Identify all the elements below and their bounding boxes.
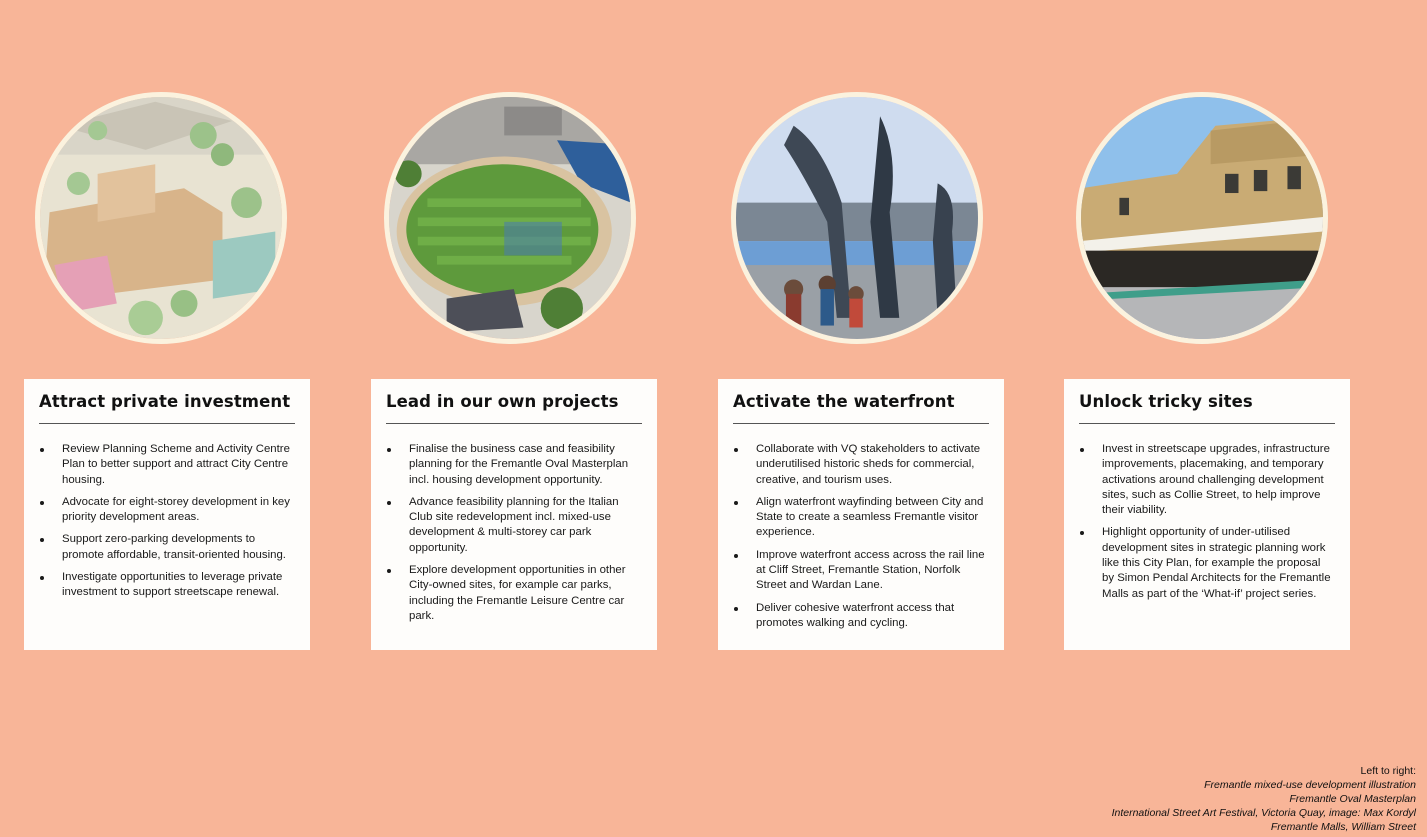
bullet-list xyxy=(386,442,642,624)
list-item: Advocate for eight-storey development in key priority development areas. xyxy=(39,495,295,526)
card-attract-investment xyxy=(24,379,310,650)
list-item: Deliver cohesive waterfront access that promotes walking and cycling. xyxy=(733,601,989,632)
credit-line: Fremantle Oval Masterplan xyxy=(1289,793,1416,805)
list-item: Align waterfront wayfinding between City and State to create a seamless Fremantle visitor experience. xyxy=(733,495,989,541)
bullet-list xyxy=(39,442,295,601)
image-credits xyxy=(1112,764,1416,834)
bullet-list xyxy=(733,442,989,631)
card-title: Unlock tricky sites xyxy=(1079,392,1335,424)
credit-line: International Street Art Festival, Victoria Quay, image: Max Kordyl xyxy=(1111,807,1416,819)
credit-line: Fremantle Malls, William Street xyxy=(1270,821,1416,833)
card-lead-own-projects xyxy=(371,379,657,650)
list-item: Finalise the business case and feasibility planning for the Fremantle Oval Masterplan incl. housing development opportunity. xyxy=(386,442,642,488)
card-title: Lead in our own projects xyxy=(386,392,642,424)
list-item: Highlight opportunity of under-utilised development sites in strategic planning work like this City Plan, for example the proposal by Simon Pendal Architects for the Fremantle Malls as part of the ‘What-if’ project series. xyxy=(1079,525,1335,601)
william-street-malls-image xyxy=(1076,92,1328,344)
list-item: Investigate opportunities to leverage private investment to support streetscape renewal. xyxy=(39,570,295,601)
street-art-festival-image xyxy=(731,92,983,344)
card-activate-waterfront xyxy=(718,379,1004,650)
bullet-list xyxy=(1079,442,1335,602)
card-title: Activate the waterfront xyxy=(733,392,989,424)
list-item: Explore development opportunities in other City-owned sites, for example car parks, including the Fremantle Leisure Centre car park. xyxy=(386,563,642,624)
list-item: Improve waterfront access across the rail line at Cliff Street, Fremantle Station, Norfolk Street and Wardan Lane. xyxy=(733,548,989,594)
list-item: Invest in streetscape upgrades, infrastructure improvements, placemaking, and temporary activations around challenging development sites, such as Collie Street, to help improve their viability. xyxy=(1079,442,1335,518)
card-unlock-tricky-sites xyxy=(1064,379,1350,650)
list-item: Support zero-parking developments to promote affordable, transit-oriented housing. xyxy=(39,532,295,563)
list-item: Review Planning Scheme and Activity Centre Plan to better support and attract City Centre housing. xyxy=(39,442,295,488)
development-illustration-image xyxy=(35,92,287,344)
list-item: Advance feasibility planning for the Italian Club site redevelopment incl. mixed-use development & multi-storey car park opportunity. xyxy=(386,495,642,556)
card-title: Attract private investment xyxy=(39,392,295,424)
credits-heading: Left to right: xyxy=(1360,765,1416,777)
list-item: Collaborate with VQ stakeholders to activate underutilised historic sheds for commercial, creative, and tourism uses. xyxy=(733,442,989,488)
credit-line: Fremantle mixed-use development illustration xyxy=(1204,779,1416,791)
oval-masterplan-image xyxy=(384,92,636,344)
